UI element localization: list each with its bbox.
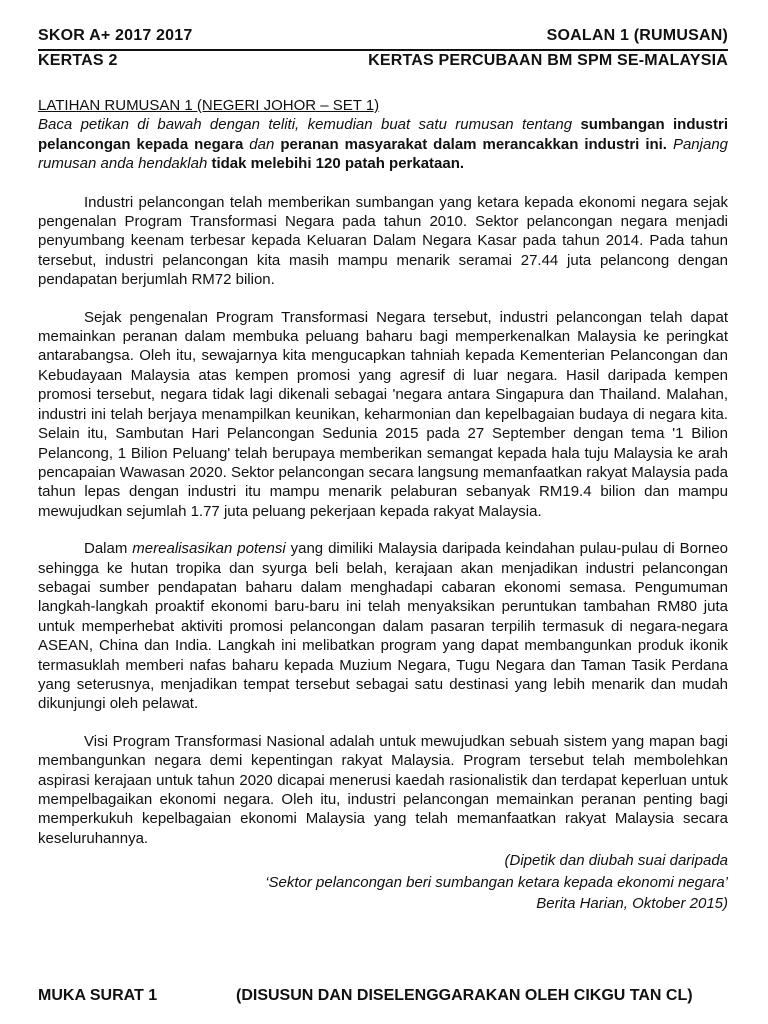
exam-label: SKOR A+ 2017 2017 — [38, 27, 193, 44]
instruction-text-1: Baca petikan di bawah dengan teliti, kemudian buat satu rumusan tentang — [38, 116, 581, 134]
exercise-title: LATIHAN RUMUSAN 1 (NEGERI JOHOR – SET 1) — [38, 97, 380, 114]
paper-label: KERTAS 2 — [38, 52, 118, 69]
paper-title: KERTAS PERCUBAAN BM SPM SE-MALAYSIA — [368, 52, 728, 69]
paragraph-3-italic: merealisasikan potensi — [132, 540, 286, 558]
instruction-bold-2: peranan masyarakat dalam merancakkan industri ini. — [280, 135, 667, 153]
document-body — [38, 96, 728, 915]
paragraph-3 — [38, 539, 728, 714]
paragraph-3-rest: yang dimiliki Malaysia daripada keindahan pulau-pulau di Borneo sehingga ke hutan tropika dan syurga beli belah, kerajaan akan menjadikan industri pelancongan sebagai sumber pendapatan baharu dalam menghadapi cabaran ekonomi semasa. Pengumuman langkah-langkah proaktif ekonomi baru-baru ini telah menyaksikan peruntukan tambahan RM80 juta untuk memperhebat aktiviti promosi pelancongan dalam pasaran terpilih termasuk di negara-negara ASEAN, China dan India. Langkah ini melibatkan program yang dapat membangunkan produk ikonik termasuklah memberi nafas baharu kepada Muzium Negara, Tugu Negara dan Taman Tasik Perdana yang seterusnya, menjadikan tempat tersebut sebagai satu destinasi yang lebih menarik dan mudah dikunjungi oleh pelawat. — [38, 540, 728, 713]
author-credit: (DISUSUN DAN DISELENGGARAKAN OLEH CIKGU TAN CL) — [236, 987, 693, 1004]
paragraph-4: Visi Program Transformasi Nasional adalah untuk mewujudkan sebuah sistem yang mapan bagi membangunkan negara demi kepentingan rakyat Malaysia. Program tersebut telah membolehkan aspirasi kerajaan untuk tahun 2020 dicapai menerusi kaedah rasionalistik dan terdapat keperluan untuk mempelbagaikan ekonomi negara. Oleh itu, industri pelancongan memainkan peranan penting bagi memperkukuh kepelbagaian ekonomi Malaysia yang telah memanfaatkan rakyat Malaysia secara keseluruhannya. — [38, 732, 728, 847]
source-line-2: ‘Sektor pelancongan beri sumbangan ketara kepada ekonomi negara’ — [265, 873, 728, 891]
paragraph-2: Sejak pengenalan Program Transformasi Negara tersebut, industri pelancongan telah dapat memainkan peranan dalam membuka peluang baharu bagi memperkenalkan Malaysia ke peringkat antarabangsa. Oleh itu, sewajarnya kita mengucapkan tahniah kepada Kementerian Pelancongan dan Kebudayaan Malaysia atas kempen promosi yang agresif di luar negara. Hasil daripada kempen promosi tersebut, negara tidak lagi dikenali sebagai 'negara antara Singapura dan Thailand. Malahan, industri ini telah berjaya menampilkan keunikan, keharmonian dan kepelbagaian budaya di negara kita. Selain itu, Sambutan Hari Pelancongan Sedunia 2015 pada 27 September dengan tema '1 Bilion Pelancong, 1 Bilion Peluang' telah berupaya memberikan semangat kepada hala tuju Malaysia ke arah pencapaian Wawasan 2020. Sektor pelancongan secara langsung memanfaatkan rakyat Malaysia pada tahun lepas dengan industri itu mampu menarik pelaburan sebanyak RM19.4 bilion dan mampu mewujudkan sejumlah 1.77 juta peluang pekerjaan kepada rakyat Malaysia. — [38, 308, 728, 520]
page-header-sub — [38, 52, 728, 70]
paragraph-3-start: Dalam — [84, 540, 133, 558]
page-number: MUKA SURAT 1 — [38, 987, 158, 1004]
source-line-1: (Dipetik dan diubah suai daripada — [504, 852, 728, 870]
page-footer — [38, 987, 728, 1005]
instruction-bold-3: tidak melebihi 120 patah perkataan. — [211, 155, 465, 173]
source-citation — [38, 850, 728, 915]
header-divider — [38, 49, 728, 51]
paragraph-1: Industri pelancongan telah memberikan sumbangan yang ketara kepada ekonomi negara sejak pengenalan Program Transformasi Negara pada tahun 2010. Sektor pelancongan negara menjadi penyumbang keenam terbesar kepada Keluaran Dalam Negara Kasar pada tahun 2014. Pada tahun tersebut, industri pelancongan kita masih mampu menarik seramai 27.44 juta pelancong dengan pendapatan berjumlah RM72 bilion. — [38, 193, 728, 289]
instruction-bold-1: sumbangan industri pelancongan kepada negara — [38, 116, 729, 153]
source-line-3: Berita Harian, Oktober 2015) — [536, 895, 728, 913]
question-label: SOALAN 1 (RUMUSAN) — [546, 27, 728, 44]
instruction-text-3: Panjang rumusan anda hendaklah — [38, 135, 729, 173]
page-header-top — [38, 27, 728, 45]
instruction-text-2: dan — [243, 135, 281, 153]
instructions — [38, 115, 728, 173]
